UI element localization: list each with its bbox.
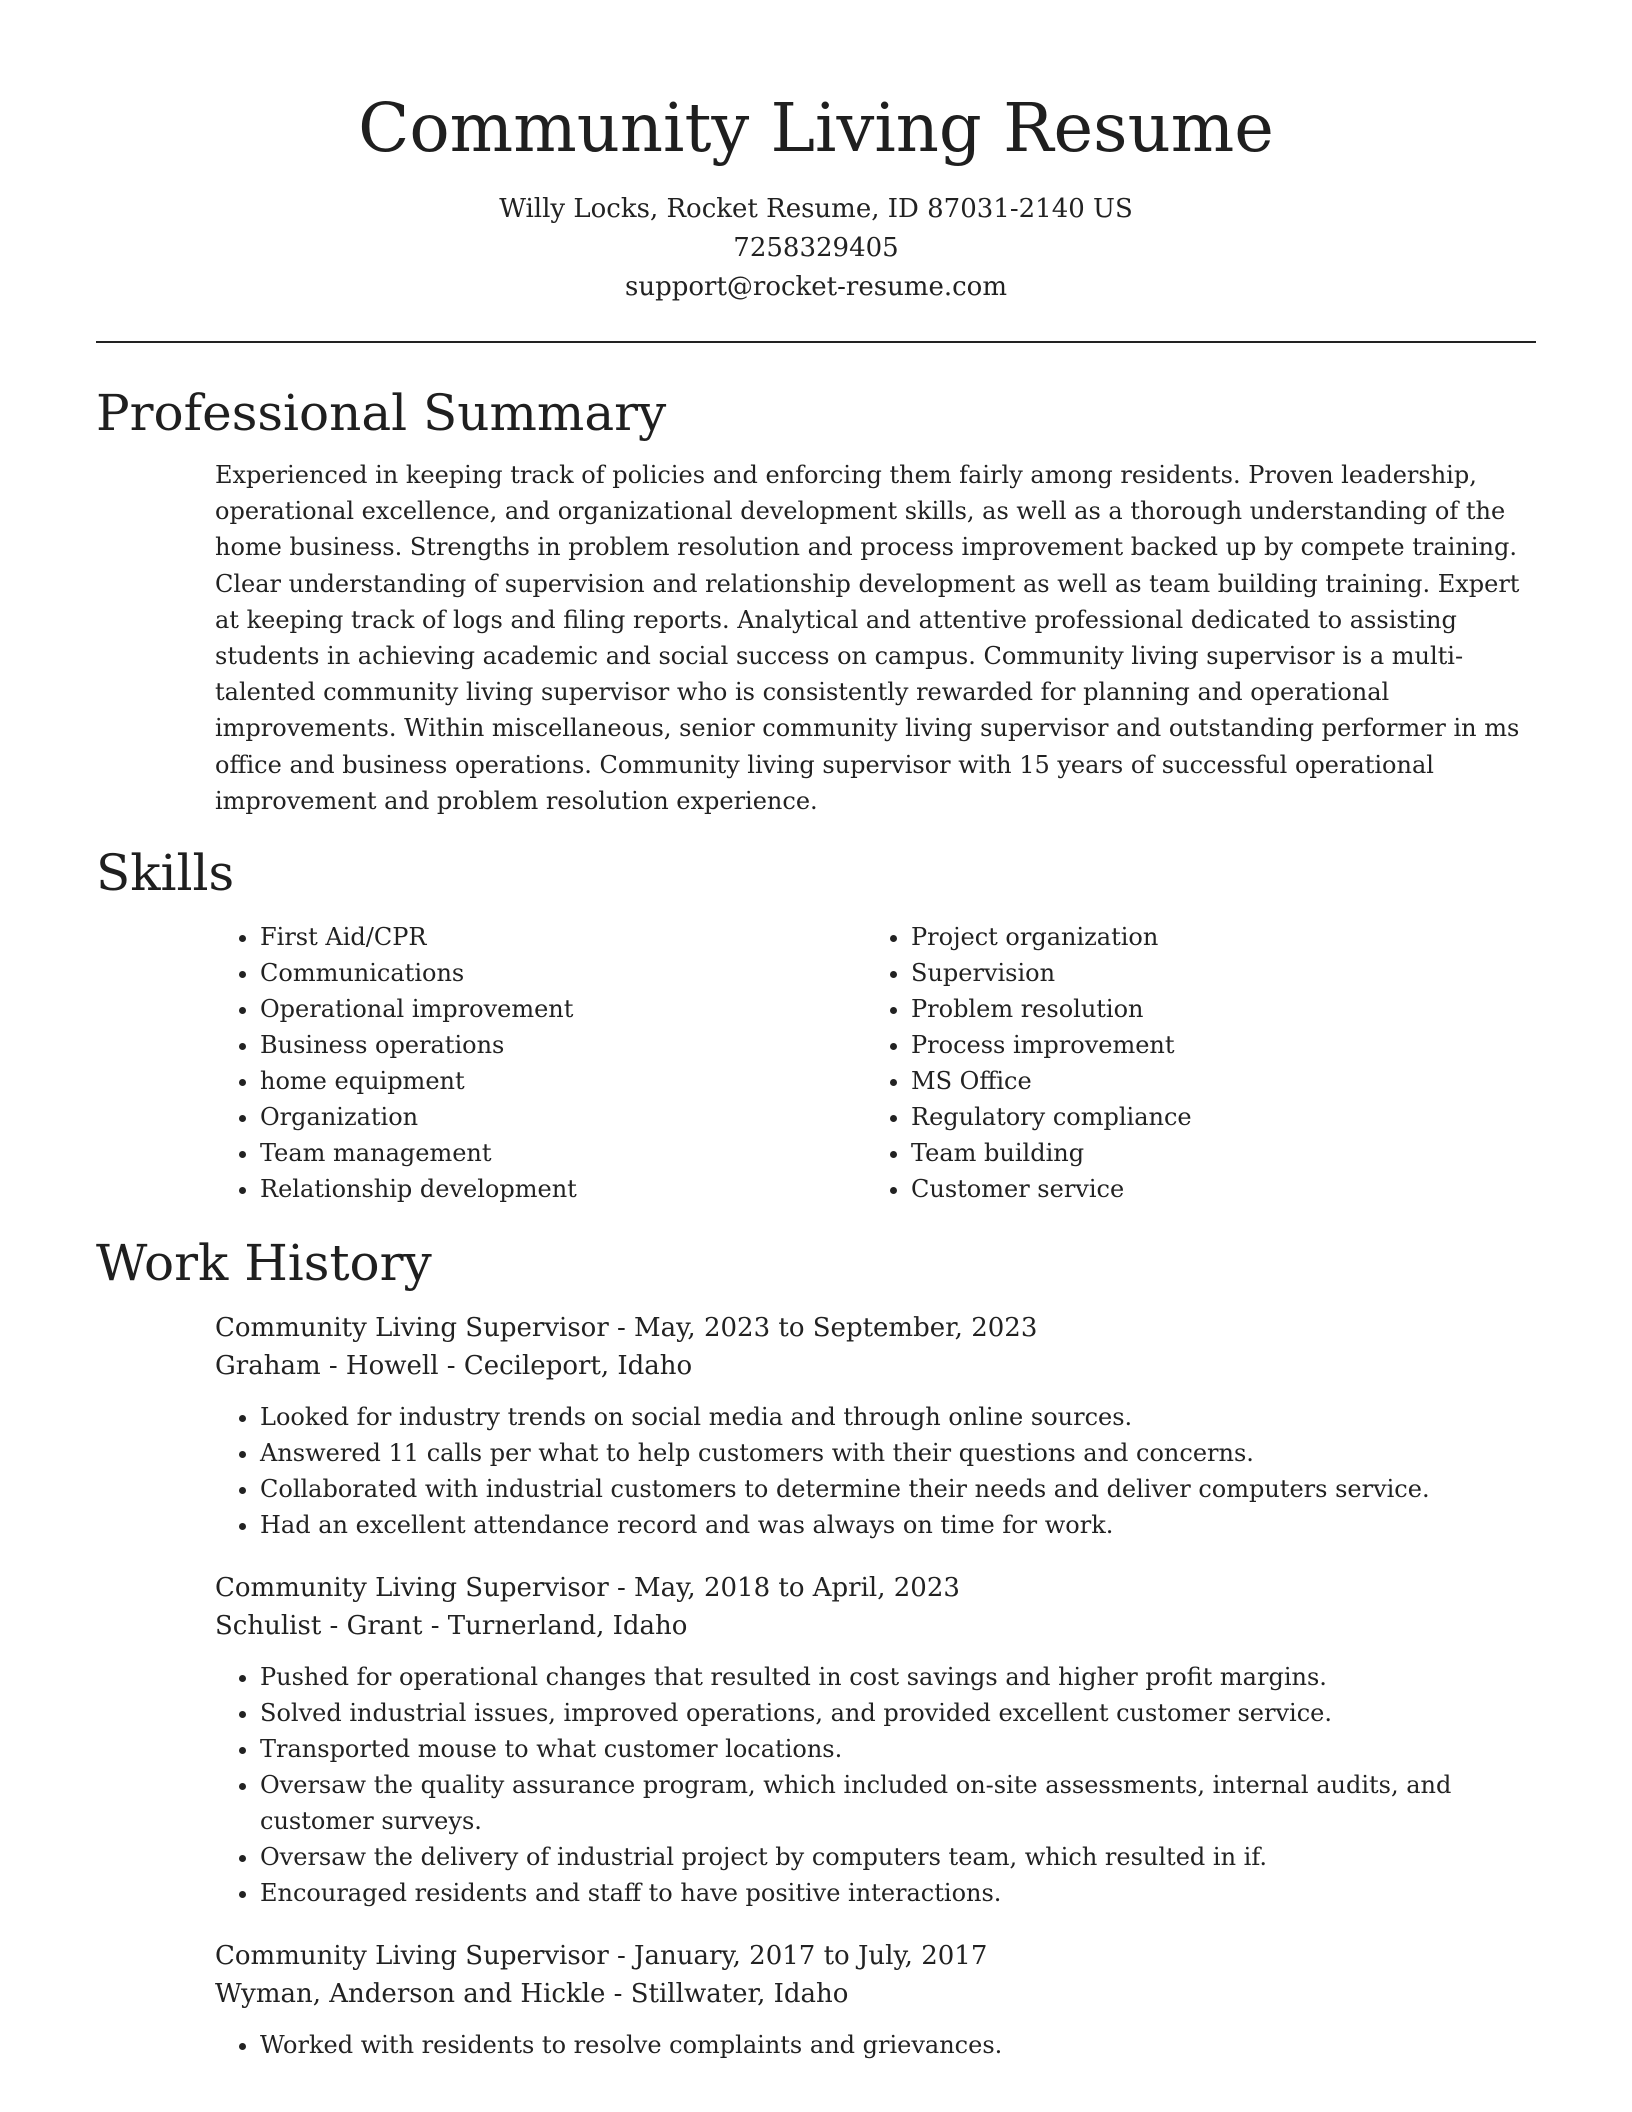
skill-item: • Project organization [911, 919, 1517, 955]
job-company-line: Wyman, Anderson and Hickle - Stillwater, Idaho [215, 1979, 849, 2010]
skills-list [215, 919, 1536, 1207]
job-bullets [215, 1399, 1536, 1543]
skill-item: • Customer service [911, 1171, 1517, 1207]
job-title-line: Community Living Supervisor - May, 2023 to September, 2023 [215, 1313, 1038, 1344]
job-company-line: Schulist - Grant - Turnerland, Idaho [215, 1611, 688, 1642]
skill-item: • MS Office [911, 1063, 1517, 1099]
skill-item: • Relationship development [260, 1171, 866, 1207]
job-title-line: Community Living Supervisor - May, 2018 to April, 2023 [215, 1573, 960, 1604]
skill-item: • Communications [260, 955, 866, 991]
work-history-heading: Work History [96, 1234, 432, 1293]
job-bullet: • Solved industrial issues, improved operations, and provided excellent customer service. [260, 1695, 1536, 1731]
skill-item: • Supervision [911, 955, 1517, 991]
job-entry [215, 1937, 1536, 2063]
job-bullets [215, 1659, 1536, 1911]
job-bullet: • Looked for industry trends on social media and through online sources. [260, 1399, 1536, 1435]
job-entry [215, 1569, 1536, 1911]
header-divider [96, 341, 1536, 343]
skills-column-left [215, 919, 866, 1207]
skill-item: • Team management [260, 1135, 866, 1171]
job-bullet: • Collaborated with industrial customers to determine their needs and deliver computers service. [260, 1471, 1536, 1507]
job-bullets [215, 2027, 1536, 2063]
skills-heading: Skills [96, 844, 235, 903]
job-bullet: • Encouraged residents and staff to have positive interactions. [260, 1875, 1536, 1911]
skill-item: • Organization [260, 1099, 866, 1135]
job-bullet: • Answered 11 calls per what to help customers with their questions and concerns. [260, 1435, 1536, 1471]
job-bullet: • Oversaw the delivery of industrial project by computers team, which resulted in if. [260, 1839, 1536, 1875]
skill-item: • First Aid/CPR [260, 919, 866, 955]
job-bullet: • Had an excellent attendance record and was always on time for work. [260, 1507, 1536, 1543]
job-bullet: • Pushed for operational changes that resulted in cost savings and higher profit margins. [260, 1659, 1536, 1695]
summary-heading: Professional Summary [96, 384, 667, 442]
contact-block [96, 190, 1536, 307]
skill-item: • Team building [911, 1135, 1517, 1171]
job-bullet: • Oversaw the quality assurance program, which included on-site assessments, internal audits, and customer surveys. [260, 1767, 1536, 1839]
resume-title: Community Living Resume [358, 89, 1274, 167]
job-title-line: Community Living Supervisor - January, 2017 to July, 2017 [215, 1941, 988, 1972]
job-bullet: • Worked with residents to resolve complaints and grievances. [260, 2027, 1536, 2063]
skill-item: • Process improvement [911, 1027, 1517, 1063]
skills-column-right [866, 919, 1517, 1207]
skill-item: • home equipment [260, 1063, 866, 1099]
job-entry [215, 1309, 1536, 1543]
contact-phone: 7258329405 [733, 233, 899, 263]
skill-item: • Operational improvement [260, 991, 866, 1027]
contact-address: Willy Locks, Rocket Resume, ID 87031-2140 US [499, 194, 1133, 224]
job-bullet: • Transported mouse to what customer locations. [260, 1731, 1536, 1767]
skill-item: • Problem resolution [911, 991, 1517, 1027]
contact-email: support@rocket-resume.com [624, 272, 1007, 302]
job-company-line: Graham - Howell - Cecileport, Idaho [215, 1351, 693, 1382]
skill-item: • Regulatory compliance [911, 1099, 1517, 1135]
skill-item: • Business operations [260, 1027, 866, 1063]
resume-page [96, 0, 1536, 2063]
summary-text: Experienced in keeping track of policies and enforcing them fairly among residents. Proven leadership, operational excellence, and organizational development skills, as well as a thorough understanding of the home business. Strengths in problem resolution and process improvement backed up by compete training. Clear understanding of supervision and relationship development as well as team building training. Expert at keeping track of logs and filing reports. Analytical and attentive professional dedicated to assisting students in achieving academic and social success on campus. Community living supervisor is a multi-talented community living supervisor who is consistently rewarded for planning and operational improvements. Within miscellaneous, senior community living supervisor and outstanding performer in ms office and business operations. Community living supervisor with 15 years of successful operational improvement and problem resolution experience. [215, 461, 1520, 815]
